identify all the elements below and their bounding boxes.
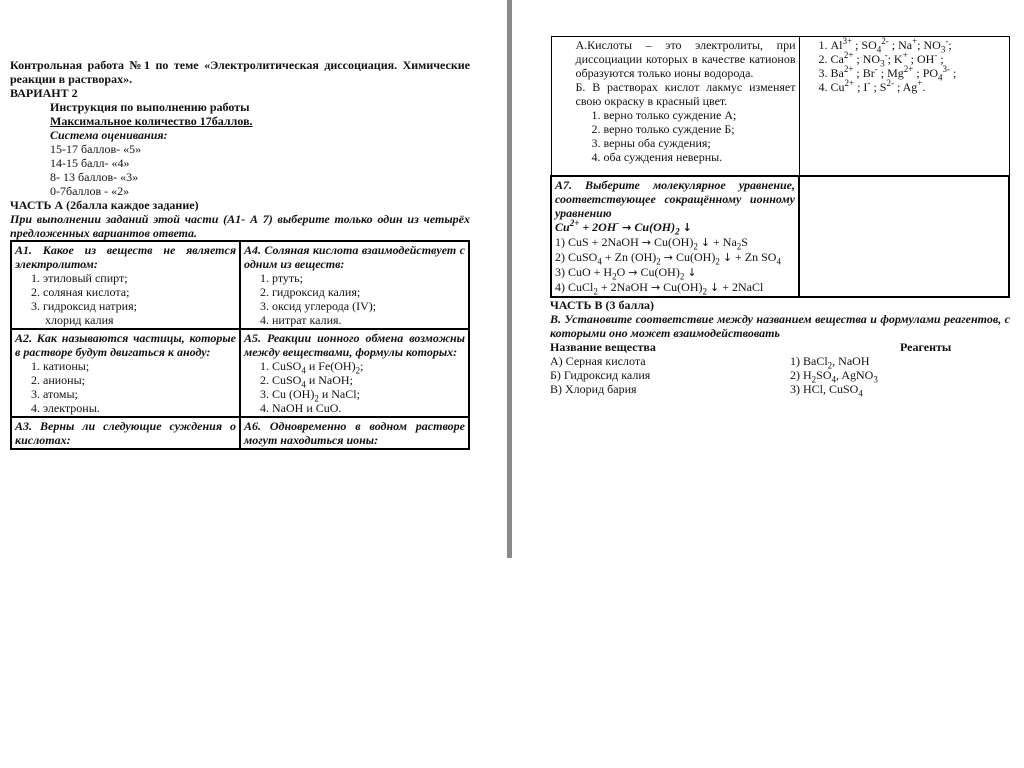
answer-option: хлорид калия [45, 313, 114, 327]
ion-options [803, 38, 1006, 94]
answer-option: 3. $Ba^{2+}$ ; Br- ; $Mg^{2+}$ ; $PO_4^{3-}$ ; [831, 66, 1006, 80]
answer-option: 1. CuSO$_4$ и $Fe(OH)_2$; [272, 359, 465, 373]
part-b-instruction: В. Установите соответствие между названием вещества и формулами реагентов, с которыми оно может взаимодействовать [550, 312, 1010, 340]
page-divider [507, 0, 512, 558]
answer-option: 1. верно только суждение А; [604, 108, 796, 122]
column-name-header: Название вещества [550, 340, 656, 354]
matching-row [550, 382, 1010, 399]
question-a7-answer-cell [799, 176, 1009, 297]
right-page [550, 36, 1010, 399]
substance-name: В) Хлорид бария [550, 382, 637, 396]
answer-option: 1. катионы; [43, 359, 236, 373]
answer-option: 3. верны оба суждения; [604, 136, 796, 150]
question-text: А2. Как называются частицы, которые в растворе будут двигаться к аноду: [15, 331, 236, 359]
grading-line: 0-7баллов - «2» [50, 184, 130, 198]
answer-option: 1. этиловый спирт; [43, 271, 236, 285]
substance-name: Б) Гидроксид калия [550, 368, 651, 382]
part-a-heading: ЧАСТЬ А (2балла каждое задание) [10, 198, 199, 212]
left-page [10, 58, 470, 450]
reagents: 2) $H_2SO_4$, AgNO$_3$ [790, 368, 878, 385]
grading-line: 14-15 балл- «4» [50, 156, 130, 170]
answer-option: 2. соляная кислота; [43, 285, 236, 299]
question-text: А1. Какое из веществ не является электролитом: [15, 243, 236, 271]
grading-line: 15-17 баллов- «5» [50, 142, 142, 156]
questions-table-right [550, 36, 1010, 298]
reagents: 3) HCl, CuSO$_4$ [790, 382, 863, 399]
test-title: Контрольная работа №1 по теме «Электролитическая диссоциация. Химические реакции в растворах». [10, 58, 470, 86]
answer-option: 1. $Al^{3+}$ ; $SO_4^{2-}$ ; Na+; $NO_3^-$; [831, 38, 1006, 52]
answer-option: 4. оба суждения неверны. [604, 150, 796, 164]
column-reagents-header: Реагенты [900, 340, 952, 354]
answer-option: 2) CuSO$_4$ + Zn $(OH)_2 \to Cu(OH)_2$ ↓ + Zn $SO_4$ [555, 250, 781, 267]
question-text: А6. Одновременно в водном растворе могут находиться ионы: [244, 419, 465, 447]
statement-b: Б. В растворах кислот лакмус изменяет свою окраску в красный цвет. [575, 80, 796, 108]
answer-option: 2. гидроксид калия; [272, 285, 465, 299]
grading-line: 8- 13 баллов- «3» [50, 170, 139, 184]
question-a3 [11, 417, 240, 449]
formula-options [244, 359, 465, 415]
answer-option: 2. анионы; [43, 373, 236, 387]
answer-option: 2. CuSO$_4$ и NaOH; [272, 373, 465, 387]
question-a5 [240, 329, 469, 417]
question-a2 [11, 329, 240, 417]
question-text: А3. Верны ли следующие суждения о кислотах: [15, 419, 236, 447]
answer-option: 1) CuS + 2NaOH → $Cu(OH)_2$ ↓ + $Na_2S$ [555, 235, 748, 252]
answer-option: 3. гидроксид натрия; [43, 299, 236, 313]
matching-row [550, 368, 1010, 385]
question-text: А4. Соляная кислота взаимодействует с одним из веществ: [244, 243, 465, 271]
part-a-instruction: При выполнении заданий этой части (А1- А 7) выберите только один из четырёх предложенных вариантов ответа. [10, 212, 470, 240]
answer-option: 3. Cu $(OH)_2$ и NaCl; [272, 387, 465, 401]
answer-option: 4. $Cu^{2+}$ ; I- ; $S^{2-}$ ; Ag+. [831, 80, 1006, 94]
answer-option: 4. NaOH и CuO. [272, 401, 465, 415]
answer-option: 3. атомы; [43, 387, 236, 401]
matching-header [550, 340, 1010, 354]
variant-heading: ВАРИАНТ 2 [10, 86, 78, 100]
answer-option: 3) CuO + $H_2O \to Cu(OH)_2$ ↓ [555, 265, 697, 282]
answer-option: 4. нитрат калия. [272, 313, 465, 327]
max-points: Максимальное количество 17баллов. [50, 114, 253, 128]
question-a6 [240, 417, 469, 449]
answer-option: 2. верно только суждение Б; [604, 122, 796, 136]
question-text: А5. Реакции ионного обмена возможны между веществами, формулы которых: [244, 331, 465, 359]
answer-option: 4) CuCl$_2$ + 2NaOH → $Cu(OH)_2$ ↓ + 2NaCl [555, 280, 764, 297]
substance-name: А) Серная кислота [550, 354, 646, 368]
part-b-heading: ЧАСТЬ В (3 балла) [550, 298, 655, 312]
question-a3-continued [551, 37, 799, 177]
question-a1 [11, 241, 240, 329]
instruction-heading: Инструкция по выполнению работы [50, 100, 250, 114]
questions-table-left [10, 240, 470, 450]
matching-row [550, 354, 1010, 371]
reagents: 1) BaCl$_2$, NaOH [790, 354, 870, 371]
statement-a: А.Кислоты – это электролиты, при диссоциации которых в качестве катионов образуются только ионы водорода. [575, 38, 796, 80]
answer-option: 2. $Ca^{2+}$ ; $NO_3^-$; K+ ; OH- ; [831, 52, 1006, 66]
answer-option: 3. оксид углерода (IV); [272, 299, 465, 313]
answer-option: 4. электроны. [43, 401, 236, 415]
question-a6-continued [799, 37, 1009, 177]
question-a7 [551, 176, 799, 297]
question-text: А7. Выберите молекулярное уравнение, соответствующее сокращённому ионному уравнению [555, 178, 795, 220]
grading-title: Система оценивания: [50, 128, 168, 142]
answer-option: 1. ртуть; [272, 271, 465, 285]
question-a4 [240, 241, 469, 329]
ionic-equation: $Cu^{2+} + 2OH^- \to Cu(OH)_2$ ↓ [555, 218, 692, 237]
